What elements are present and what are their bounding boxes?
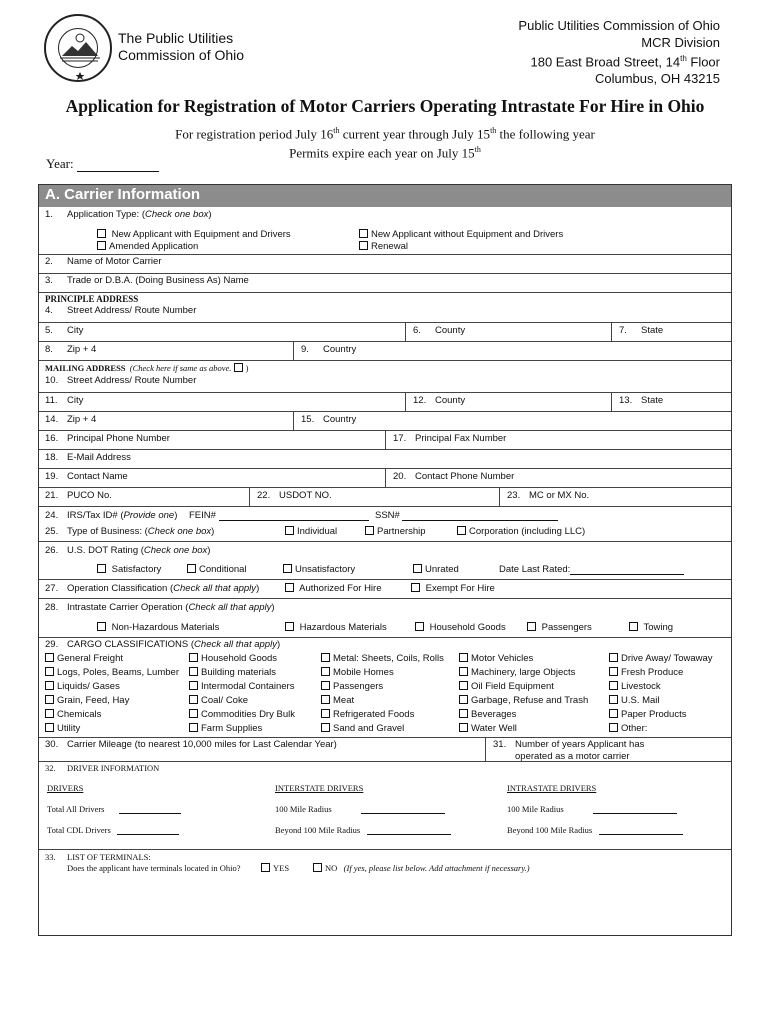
cargo-option-label: Beverages <box>471 709 517 720</box>
cargo-option[interactable] <box>609 723 647 734</box>
checkbox[interactable] <box>359 241 368 250</box>
q33-question: Does the applicant have terminals located in Ohio? <box>67 863 241 873</box>
cargo-option[interactable] <box>45 681 120 692</box>
checkbox[interactable] <box>413 564 422 573</box>
cargo-option[interactable] <box>45 709 101 720</box>
biz-corporation[interactable]: Corporation (including LLC) <box>457 526 585 537</box>
terminals-no[interactable]: NO (If yes, please list below. Add attachment if necessary.) <box>313 863 530 873</box>
checkbox[interactable] <box>321 653 330 662</box>
cargo-option-label: Mobile Homes <box>333 667 394 678</box>
q32-driver-information: 32. DRIVER INFORMATION <box>45 763 160 773</box>
q15-country[interactable]: 15. Country <box>301 414 357 425</box>
carrier-form <box>38 184 732 936</box>
checkbox[interactable] <box>527 622 536 631</box>
q16-principal-phone[interactable]: 16. Principal Phone Number <box>45 433 170 444</box>
cargo-option-label: Household Goods <box>201 653 278 664</box>
q27-operation-classification: 27. Operation Classification (Check all that apply) <box>45 583 260 594</box>
cargo-option-label: Utility <box>57 723 81 734</box>
mailing-address-header: MAILING ADDRESS (Check here if same as above. ) <box>45 363 249 373</box>
drivers-col-header: DRIVERS <box>47 783 84 793</box>
cargo-option[interactable] <box>189 695 248 706</box>
q11-city[interactable]: 11. City <box>45 395 84 406</box>
cargo-option[interactable] <box>321 667 394 678</box>
org-name: The Public Utilities Commission of Ohio <box>118 30 245 63</box>
q12-county[interactable]: 12. County <box>413 395 466 406</box>
intrastate-col-header: INTRASTATE DRIVERS <box>507 783 597 793</box>
section-a-header: A. Carrier Information <box>39 185 731 207</box>
cargo-option-label: Livestock <box>621 681 661 692</box>
cargo-option[interactable] <box>321 695 354 706</box>
total-cdl-drivers[interactable]: Total CDL Drivers <box>47 825 179 835</box>
rate-unsatisfactory[interactable]: Unsatisfactory <box>283 564 355 575</box>
q17-principal-fax[interactable]: 17. Principal Fax Number <box>393 433 507 444</box>
cargo-option-label: Drive Away/ Towaway <box>621 653 713 664</box>
principle-address-header: PRINCIPLE ADDRESS <box>45 294 139 304</box>
checkbox[interactable] <box>459 667 468 676</box>
interstate-beyond-100[interactable]: Beyond 100 Mile Radius <box>275 825 451 835</box>
cargo-option-label: Farm Supplies <box>201 723 263 734</box>
year-field[interactable]: Year: <box>46 156 159 172</box>
checkbox[interactable] <box>97 622 106 631</box>
app-type-amended[interactable]: Amended Application <box>97 241 198 252</box>
cargo-option-label: Logs, Poles, Beams, Lumber <box>57 667 179 678</box>
cargo-option[interactable] <box>321 653 444 664</box>
cargo-option[interactable] <box>609 667 683 678</box>
cargo-option-label: Coal/ Coke <box>201 695 248 706</box>
checkbox[interactable] <box>359 229 368 238</box>
cargo-option-label: Motor Vehicles <box>471 653 534 664</box>
q1-label: 1. Application Type: (Check one box) <box>45 209 212 220</box>
q10-street-address[interactable]: 10. Street Address/ Route Number <box>45 375 197 386</box>
cargo-option-label: Fresh Produce <box>621 667 684 678</box>
checkbox[interactable] <box>609 709 618 718</box>
checkbox[interactable] <box>261 863 270 872</box>
q13-state[interactable]: 13. State <box>619 395 664 406</box>
ic-household-goods[interactable]: Household Goods <box>415 622 506 633</box>
q19-contact-name[interactable]: 19. Contact Name <box>45 471 128 482</box>
q25-business-type: 25. Type of Business: (Check one box) <box>45 526 215 537</box>
cargo-option[interactable] <box>459 723 517 734</box>
q30-carrier-mileage[interactable]: 30. Carrier Mileage (to nearest 10,000 miles for Last Calendar Year) <box>45 739 337 750</box>
checkbox[interactable] <box>45 667 54 676</box>
cargo-option-label: Water Well <box>471 723 517 734</box>
app-type-new-with[interactable]: New Applicant with Equipment and Drivers <box>97 229 291 240</box>
cargo-option-label: Metal: Sheets, Coils, Rolls <box>333 653 444 664</box>
cargo-option-label: Commodities Dry Bulk <box>201 709 295 720</box>
checkbox[interactable] <box>283 564 292 573</box>
checkbox[interactable] <box>629 622 638 631</box>
cargo-option[interactable] <box>45 695 129 706</box>
checkbox[interactable] <box>609 681 618 690</box>
interstate-col-header: INTERSTATE DRIVERS <box>275 783 364 793</box>
checkbox[interactable] <box>459 723 468 732</box>
checkbox[interactable] <box>45 695 54 704</box>
q6-county[interactable]: 6. County <box>413 325 466 336</box>
rate-conditional[interactable]: Conditional <box>187 564 247 575</box>
q18-email[interactable]: 18. E-Mail Address <box>45 452 131 463</box>
address-block: Public Utilities Commission of Ohio MCR Division 180 East Broad Street, 14th Floor Columbus, OH 43215 <box>518 18 720 86</box>
cargo-option[interactable] <box>459 709 516 720</box>
rate-satisfactory[interactable]: Satisfactory <box>97 564 161 575</box>
q8-zip[interactable]: 8. Zip + 4 <box>45 344 97 355</box>
checkbox[interactable] <box>321 723 330 732</box>
q22-usdot-no[interactable]: 22. USDOT NO. <box>257 490 332 501</box>
cargo-option[interactable] <box>609 653 713 664</box>
checkbox[interactable] <box>411 583 420 592</box>
puco-seal <box>44 14 112 82</box>
biz-partnership[interactable]: Partnership <box>365 526 426 537</box>
cargo-option[interactable] <box>321 723 404 734</box>
q23-mc-no[interactable]: 23. MC or MX No. <box>507 490 590 501</box>
cargo-option[interactable] <box>189 723 262 734</box>
op-authorized-for-hire[interactable]: Authorized For Hire <box>285 583 382 594</box>
cargo-option[interactable] <box>321 681 383 692</box>
checkbox[interactable] <box>313 863 322 872</box>
checkbox[interactable] <box>459 681 468 690</box>
checkbox[interactable] <box>97 564 106 573</box>
checkbox[interactable] <box>365 526 374 535</box>
checkbox[interactable] <box>97 241 106 250</box>
cargo-option-label: Passengers <box>333 681 384 692</box>
intrastate-100-mile[interactable]: 100 Mile Radius <box>507 804 677 814</box>
checkbox[interactable] <box>459 695 468 704</box>
cargo-option-label: Oil Field Equipment <box>471 681 554 692</box>
checkbox[interactable] <box>285 526 294 535</box>
cargo-option[interactable] <box>189 667 276 678</box>
cargo-option-label: Machinery, large Objects <box>471 667 576 678</box>
cargo-option-label: Meat <box>333 695 355 706</box>
rate-unrated[interactable]: Unrated <box>413 564 459 575</box>
cargo-option-label: Intermodal Containers <box>201 681 295 692</box>
cargo-option[interactable] <box>459 695 588 706</box>
checkbox[interactable] <box>285 622 294 631</box>
checkbox[interactable] <box>321 709 330 718</box>
cargo-option[interactable] <box>45 653 123 664</box>
checkbox[interactable] <box>189 723 198 732</box>
date-last-rated[interactable]: Date Last Rated: <box>499 564 684 575</box>
cargo-option-label: General Freight <box>57 653 124 664</box>
cargo-option[interactable] <box>459 681 554 692</box>
q3-dba-name[interactable]: 3. Trade or D.B.A. (Doing Business As) Name <box>45 275 249 286</box>
checkbox[interactable] <box>45 653 54 662</box>
checkbox[interactable] <box>609 695 618 704</box>
q24-tax-id: 24. IRS/Tax ID# (Provide one) <box>45 510 178 521</box>
cargo-option[interactable] <box>45 723 80 734</box>
checkbox[interactable] <box>459 653 468 662</box>
same-as-above-checkbox[interactable] <box>234 363 243 372</box>
q14-zip[interactable]: 14. Zip + 4 <box>45 414 97 425</box>
q2-motor-carrier-name[interactable]: 2. Name of Motor Carrier <box>45 256 162 267</box>
ssn-field[interactable]: SSN# <box>375 510 558 521</box>
cargo-option-label: Sand and Gravel <box>333 723 405 734</box>
cargo-option-label: U.S. Mail <box>621 695 660 706</box>
cargo-option-label: Liquids/ Gases <box>57 681 120 692</box>
ic-passengers[interactable]: Passengers <box>527 622 592 633</box>
cargo-option-label: Grain, Feed, Hay <box>57 695 130 706</box>
checkbox[interactable] <box>189 653 198 662</box>
fein-field[interactable]: FEIN# <box>189 510 369 521</box>
cargo-option[interactable] <box>609 681 661 692</box>
cargo-option-label: Chemicals <box>57 709 102 720</box>
q21-puco-no[interactable]: 21. PUCO No. <box>45 490 112 501</box>
intrastate-beyond-100[interactable]: Beyond 100 Mile Radius <box>507 825 683 835</box>
q9-country[interactable]: 9. Country <box>301 344 357 355</box>
checkbox[interactable] <box>609 667 618 676</box>
checkbox[interactable] <box>189 667 198 676</box>
ic-hazardous[interactable]: Hazardous Materials <box>285 622 387 633</box>
checkbox[interactable] <box>45 709 54 718</box>
q29-cargo-classifications: 29. CARGO CLASSIFICATIONS (Check all that apply) <box>45 639 281 650</box>
q26-dot-rating: 26. U.S. DOT Rating (Check one box) <box>45 545 211 556</box>
cargo-option[interactable] <box>189 681 294 692</box>
q4-street-address[interactable]: 4. Street Address/ Route Number <box>45 305 197 316</box>
interstate-100-mile[interactable]: 100 Mile Radius <box>275 804 445 814</box>
registration-period: For registration period July 16th current year through July 15th the following year Permits expire each year on July 15th <box>175 126 595 161</box>
cargo-option-label: Building materials <box>201 667 276 678</box>
biz-individual[interactable]: Individual <box>285 526 337 537</box>
q28-intrastate-operation: 28. Intrastate Carrier Operation (Check all that apply) <box>45 602 275 613</box>
cargo-option-label: Paper Products <box>621 709 687 720</box>
checkbox[interactable] <box>609 723 618 732</box>
ic-towing[interactable]: Towing <box>629 622 673 633</box>
q5-city[interactable]: 5. City <box>45 325 84 336</box>
page-title: Application for Registration of Motor Carriers Operating Intrastate For Hire in Ohio <box>65 96 705 116</box>
cargo-option-label: Other: <box>621 723 648 734</box>
cargo-option-label: Garbage, Refuse and Trash <box>471 695 589 706</box>
checkbox[interactable] <box>189 695 198 704</box>
cargo-option[interactable] <box>609 695 660 706</box>
checkbox[interactable] <box>415 622 424 631</box>
op-exempt-for-hire[interactable]: Exempt For Hire <box>411 583 495 594</box>
checkbox[interactable] <box>45 723 54 732</box>
cargo-option[interactable] <box>321 709 414 720</box>
cargo-option[interactable] <box>189 653 277 664</box>
checkbox[interactable] <box>321 681 330 690</box>
checkbox[interactable] <box>97 229 106 238</box>
q20-contact-phone[interactable]: 20. Contact Phone Number <box>393 471 515 482</box>
checkbox[interactable] <box>321 667 330 676</box>
checkbox[interactable] <box>189 681 198 690</box>
cargo-option-label: Refrigerated Foods <box>333 709 415 720</box>
checkbox[interactable] <box>187 564 196 573</box>
cargo-option[interactable] <box>609 709 686 720</box>
checkbox[interactable] <box>189 709 198 718</box>
app-type-renewal[interactable]: Renewal <box>359 241 408 252</box>
checkbox[interactable] <box>609 653 618 662</box>
checkbox[interactable] <box>45 681 54 690</box>
checkbox[interactable] <box>459 709 468 718</box>
cargo-option[interactable] <box>459 667 575 678</box>
q7-state[interactable]: 7. State <box>619 325 664 336</box>
app-type-new-without[interactable]: New Applicant without Equipment and Drivers <box>359 229 563 240</box>
ic-non-hazardous[interactable]: Non-Hazardous Materials <box>97 622 219 633</box>
q33-list-of-terminals: 33. LIST OF TERMINALS: <box>45 852 151 862</box>
cargo-option[interactable] <box>189 709 295 720</box>
checkbox[interactable] <box>321 695 330 704</box>
cargo-option[interactable] <box>45 667 179 678</box>
q31-years-operated[interactable]: 31. Number of years Applicant has operated as a motor carrier <box>493 739 645 762</box>
terminals-yes[interactable]: YES <box>261 863 289 873</box>
checkbox[interactable] <box>285 583 294 592</box>
total-all-drivers[interactable]: Total All Drivers <box>47 804 181 814</box>
cargo-option[interactable] <box>459 653 533 664</box>
checkbox[interactable] <box>457 526 466 535</box>
